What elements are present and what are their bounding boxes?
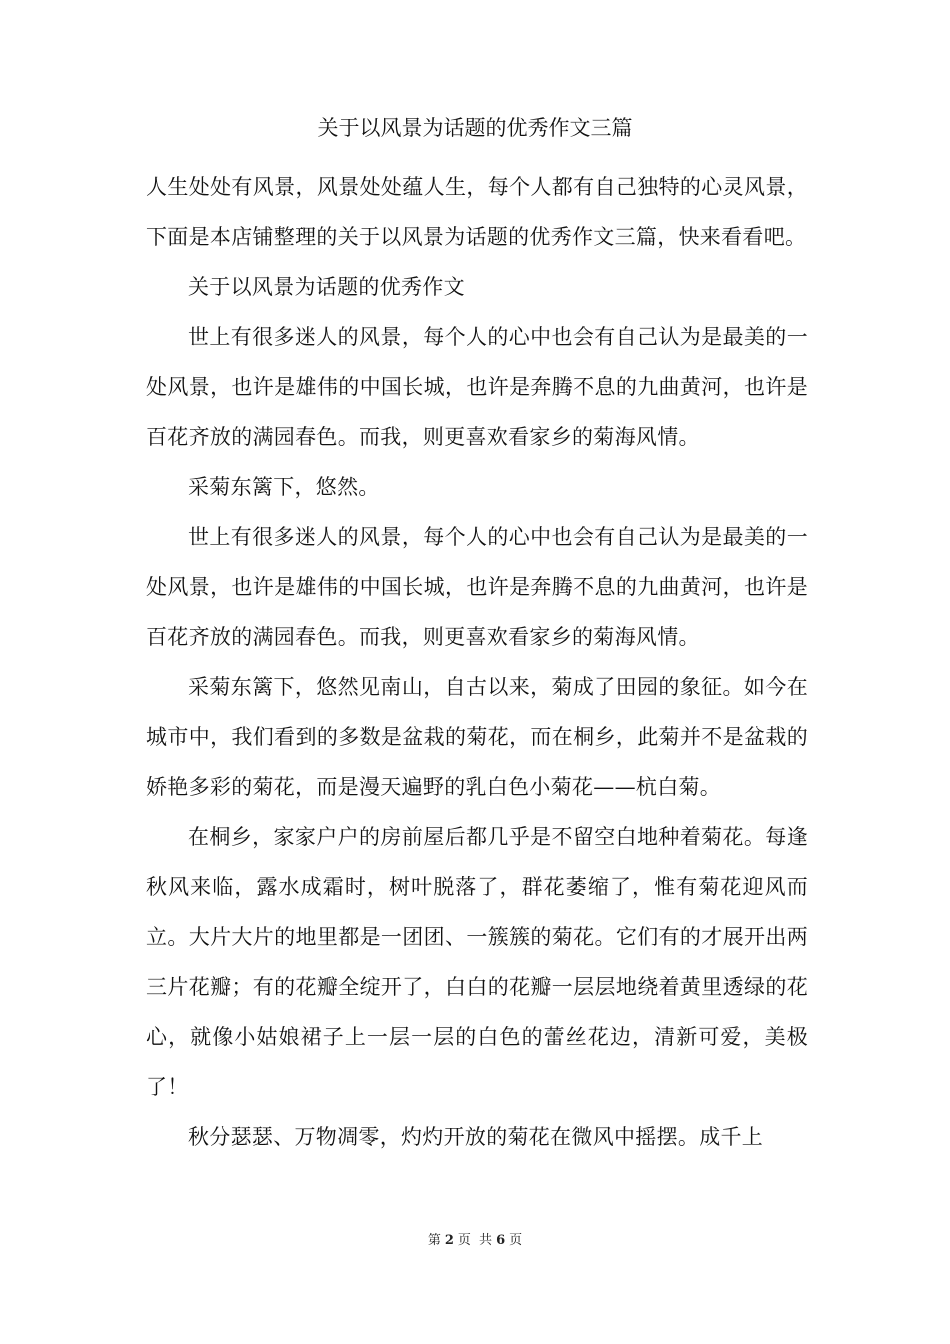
footer-prefix: 第: [427, 1233, 441, 1248]
footer-total-pages: 6: [496, 1233, 506, 1248]
page-footer: [0, 1232, 950, 1250]
paragraph: 世上有很多迷人的风景，每个人的心中也会有自己认为是最美的一处风景，也许是雄伟的中国长城，也许是奔腾不息的九曲黄河，也许是百花齐放的满园春色。而我，则更喜欢看家乡的菊海风情。: [146, 325, 808, 449]
paragraph: 秋分瑟瑟、万物凋零，灼灼开放的菊花在微风中摇摆。成千上: [188, 1125, 764, 1149]
footer-suffix: 页: [509, 1233, 523, 1248]
paragraph: 世上有很多迷人的风景，每个人的心中也会有自己认为是最美的一处风景，也许是雄伟的中国长城，也许是奔腾不息的九曲黄河，也许是百花齐放的满园春色。而我，则更喜欢看家乡的菊海风情。: [146, 525, 808, 649]
paragraph-subtitle: 关于以风景为话题的优秀作文: [188, 275, 465, 299]
document-body: [146, 162, 808, 1162]
paragraph-intro: 人生处处有风景，风景处处蕴人生，每个人都有自己独特的心灵风景，下面是本店铺整理的关于以风景为话题的优秀作文三篇，快来看看吧。: [146, 175, 808, 249]
document-title: 关于以风景为话题的优秀作文三篇: [317, 116, 633, 140]
paragraph: 采菊东篱下，悠然见南山，自古以来，菊成了田园的象征。如今在城市中，我们看到的多数是盆栽的菊花，而在桐乡，此菊并不是盆栽的娇艳多彩的菊花，而是漫天遍野的乳白色小菊花——杭白菊。: [146, 675, 808, 799]
paragraph: 采菊东篱下，悠然。: [188, 475, 380, 499]
footer-current-page: 2: [444, 1233, 454, 1248]
footer-middle: 页 共: [457, 1233, 493, 1248]
paragraph: 在桐乡，家家户户的房前屋后都几乎是不留空白地种着菊花。每逢秋风来临，露水成霜时，树叶脱落了，群花萎缩了，惟有菊花迎风而立。大片大片的地里都是一团团、一簇簇的菊花。它们有的才展开出两三片花瓣；有的花瓣全绽开了，白白的花瓣一层层地绕着黄里透绿的花心，就像小姑娘裙子上一层一层的白色的蕾丝花边，清新可爱，美极了！: [146, 825, 808, 1099]
